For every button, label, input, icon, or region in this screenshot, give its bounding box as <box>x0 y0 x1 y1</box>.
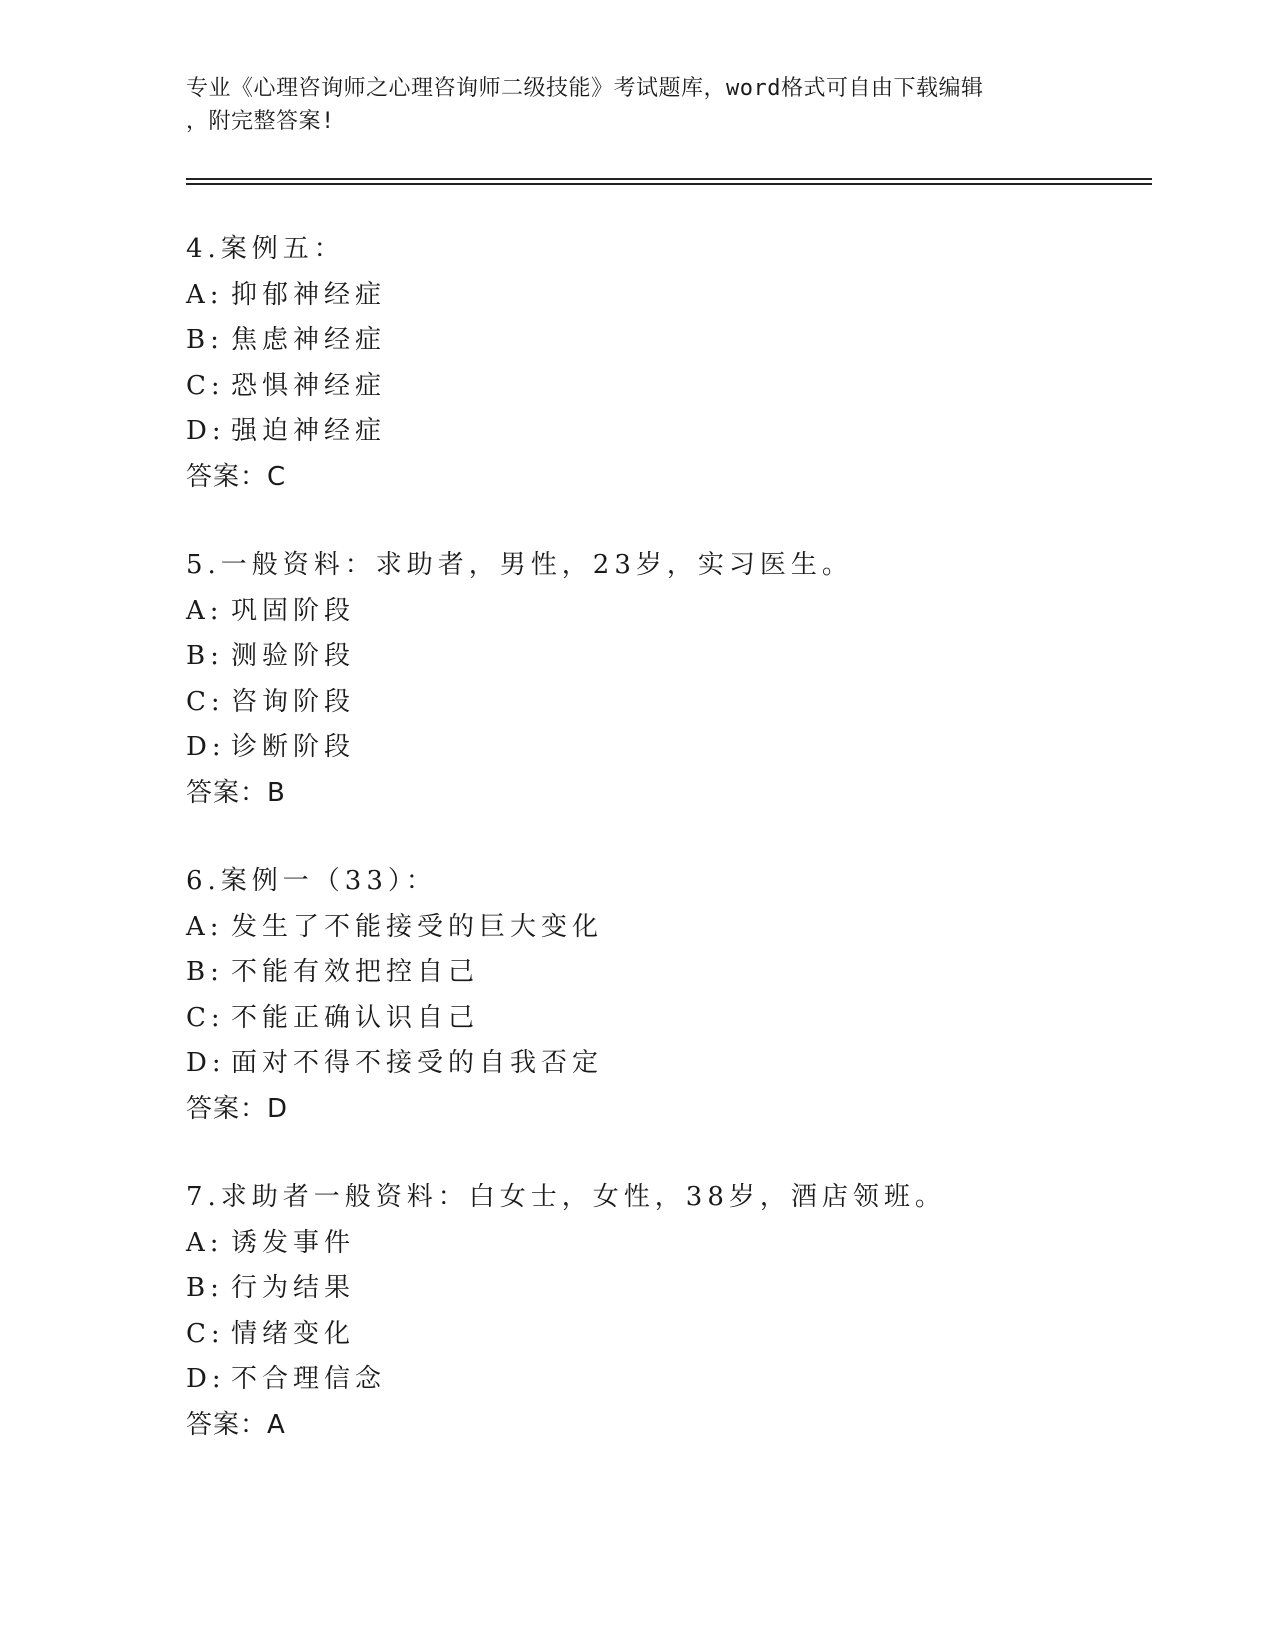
option-key: A: <box>186 279 224 310</box>
question-4 <box>186 227 1186 501</box>
option-b <box>186 950 1186 996</box>
question-stem: 5.一般资料：求助者，男性，23岁，实习医生。 <box>186 550 853 580</box>
option-text: 恐惧神经症 <box>231 370 387 401</box>
option-c <box>186 996 1186 1042</box>
option-a <box>186 905 1186 951</box>
option-key: D: <box>186 1048 226 1079</box>
option-c <box>186 364 1186 410</box>
question-6 <box>186 859 1186 1133</box>
answer-line: 答案：C <box>186 461 287 492</box>
header-divider-bottom <box>186 183 1152 185</box>
answer-line: 答案：A <box>186 1409 286 1440</box>
option-key: D: <box>186 732 226 763</box>
question-5 <box>186 543 1186 817</box>
option-c <box>186 680 1186 726</box>
question-stem: 6.案例一（33）： <box>186 866 437 896</box>
option-key: B: <box>186 325 224 356</box>
option-key: C: <box>186 370 225 401</box>
option-b <box>186 1266 1186 1312</box>
option-text: 不合理信念 <box>231 1364 387 1395</box>
option-d <box>186 409 1186 455</box>
option-key: A: <box>186 595 224 626</box>
option-text: 咨询阶段 <box>231 686 356 717</box>
header-divider-top <box>186 178 1152 180</box>
option-text: 诊断阶段 <box>231 732 356 763</box>
option-a <box>186 589 1186 635</box>
option-key: C: <box>186 1002 225 1033</box>
option-text: 行为结果 <box>231 1273 356 1304</box>
option-text: 诱发事件 <box>231 1227 356 1258</box>
header-title-line-1: 专业《心理咨询师之心理咨询师二级技能》考试题库，word格式可自由下载编辑 <box>186 76 984 101</box>
option-text: 测验阶段 <box>231 641 356 672</box>
header-title-line-2: ，附完整答案! <box>186 109 335 134</box>
question-7 <box>186 1175 1186 1449</box>
option-key: A: <box>186 1227 224 1258</box>
option-b <box>186 634 1186 680</box>
option-a <box>186 273 1186 319</box>
option-d <box>186 1041 1186 1087</box>
option-b <box>186 318 1186 364</box>
option-text: 面对不得不接受的自我否定 <box>231 1048 604 1079</box>
option-d <box>186 725 1186 771</box>
option-key: C: <box>186 1318 225 1349</box>
option-c <box>186 1312 1186 1358</box>
answer-line: 答案：D <box>186 1093 289 1124</box>
option-key: B: <box>186 1273 224 1304</box>
option-text: 巩固阶段 <box>231 595 356 626</box>
option-a <box>186 1221 1186 1267</box>
option-key: D: <box>186 1364 226 1395</box>
document-header <box>186 72 1086 138</box>
option-d <box>186 1357 1186 1403</box>
option-key: B: <box>186 641 224 672</box>
question-stem: 4.案例五： <box>186 234 345 264</box>
option-key: D: <box>186 416 226 447</box>
option-key: B: <box>186 957 224 988</box>
option-key: A: <box>186 911 224 942</box>
option-text: 情绪变化 <box>231 1318 356 1349</box>
option-text: 不能有效把控自己 <box>231 957 480 988</box>
option-key: C: <box>186 686 225 717</box>
option-text: 焦虑神经症 <box>231 325 387 356</box>
option-text: 不能正确认识自己 <box>231 1002 480 1033</box>
option-text: 强迫神经症 <box>231 416 387 447</box>
answer-line: 答案：B <box>186 777 286 808</box>
option-text: 抑郁神经症 <box>231 279 387 310</box>
question-stem: 7.求助者一般资料：白女士，女性，38岁，酒店领班。 <box>186 1182 946 1212</box>
option-text: 发生了不能接受的巨大变化 <box>231 911 604 942</box>
